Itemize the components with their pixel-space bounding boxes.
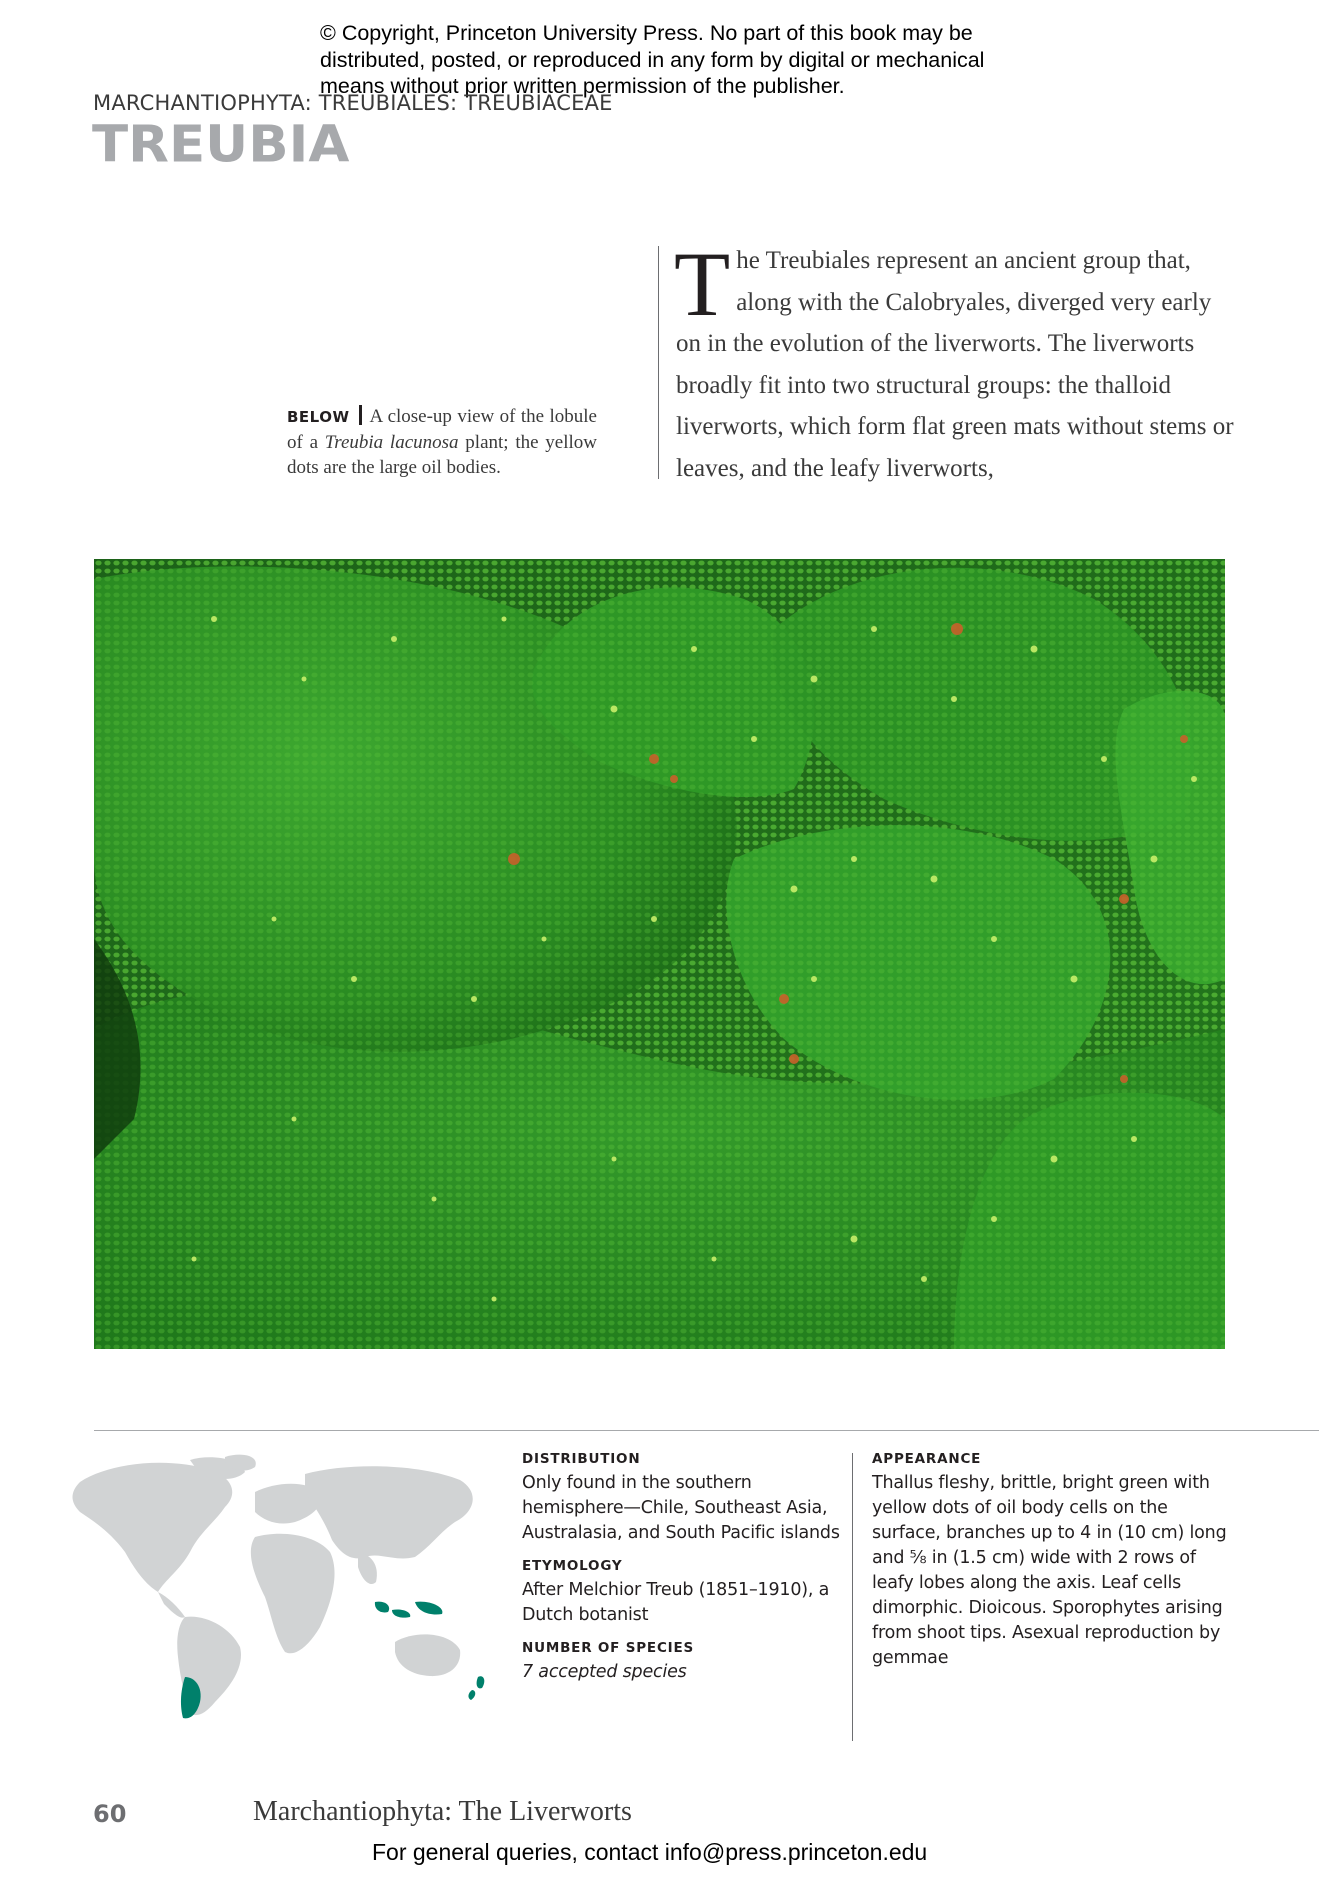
drop-cap: T xyxy=(674,233,731,335)
species-count-label: NUMBER OF SPECIES xyxy=(522,1640,695,1656)
caption-text-start: A close-up view of the lobule of a xyxy=(287,406,597,453)
page-number: 60 xyxy=(93,1800,127,1828)
copyright-notice: © Copyright, Princeton University Press. No part of this book may be distributed, posted, or reproduced in any form by digital or mechanical means without prior written permission of the publisher. xyxy=(320,21,985,98)
intro-rule xyxy=(658,246,659,479)
appearance-text: Thallus fleshy, brittle, bright green with yellow dots of oil body cells on the surface, branches up to 4 in (10 cm) long and ⅝ in (1.5 cm) wide with 2 rows of leafy lobes along the axis. Leaf cells dimorphic. Dioicous. Sporophytes arising from shoot tips. Asexual reproduction by gemmae xyxy=(872,1473,1227,1668)
etymology-label: ETYMOLOGY xyxy=(522,1558,623,1574)
genus-title: TREUBIA xyxy=(92,116,350,174)
facts-column-left xyxy=(522,1451,840,1697)
caption-divider xyxy=(359,405,362,425)
appearance-label: APPEARANCE xyxy=(872,1451,982,1467)
distribution-map xyxy=(40,1452,500,1722)
taxonomy-heading: MARCHANTIOPHYTA: TREUBIALES: TREUBIACEAE xyxy=(93,91,613,115)
treubia-photo xyxy=(94,559,1225,1349)
contact-notice: For general queries, contact info@press.princeton.edu xyxy=(372,1839,928,1865)
etymology-block xyxy=(522,1558,840,1628)
intro-text: he Treubiales represent an ancient group that, along with the Calobryales, diverged very early on in the evolution of the liverworts. The liverworts broadly fit into two structural groups: the thalloid liverworts, which form flat green mats without stems or leaves, and the leafy liverworts, xyxy=(676,247,1234,482)
running-head: Marchantiophyta: The Liverworts xyxy=(253,1796,632,1827)
photo-caption xyxy=(287,404,597,480)
etymology-text: After Melchior Treub (1851–1910), a Dutch botanist xyxy=(522,1580,830,1625)
species-count-block xyxy=(522,1640,840,1685)
intro-paragraph xyxy=(674,233,1236,490)
distribution-text: Only found in the southern hemisphere—Chile, Southeast Asia, Australasia, and South Pacific islands xyxy=(522,1473,840,1543)
distribution-block xyxy=(522,1451,840,1546)
caption-species: Treubia lacunosa xyxy=(324,432,459,453)
facts-column-right xyxy=(872,1451,1232,1683)
caption-label: BELOW xyxy=(287,408,350,426)
section-rule xyxy=(94,1430,1319,1431)
column-rule xyxy=(852,1453,853,1741)
distribution-label: DISTRIBUTION xyxy=(522,1451,641,1467)
appearance-block xyxy=(872,1451,1232,1671)
caption-text-end: plant; the yellow dots are the large oil bodies. xyxy=(287,432,597,478)
species-count-text: 7 accepted species xyxy=(522,1662,687,1682)
